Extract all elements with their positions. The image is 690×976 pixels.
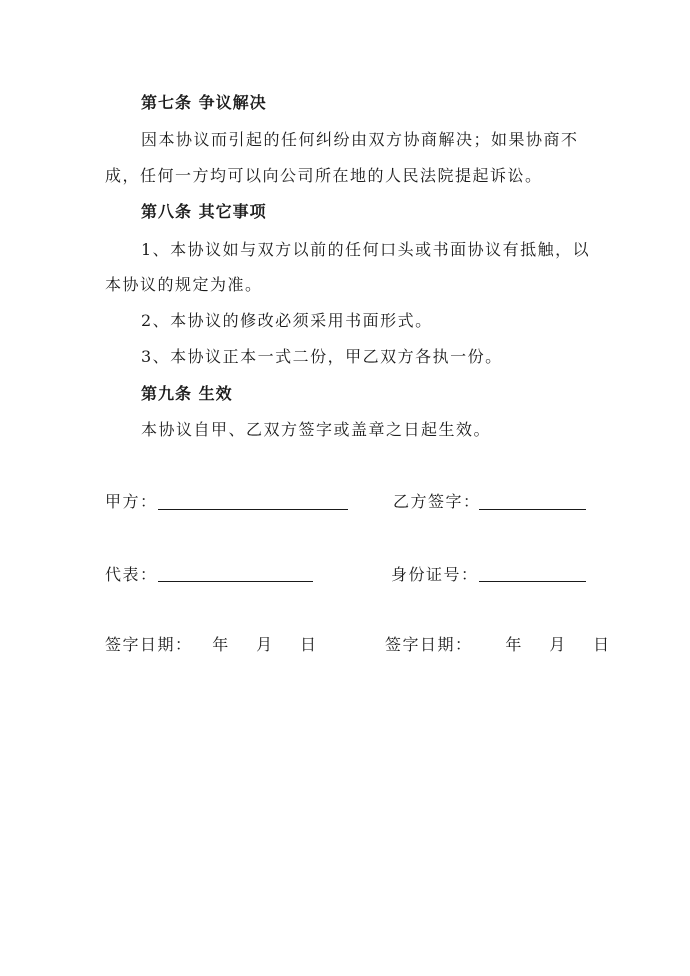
party-b-signature-line [479,509,586,510]
article-9-heading: 第九条 生效 [141,384,233,403]
article-8-item-1-line-1: 1、本协议如与双方以前的任何口头或书面协议有抵触，以 [141,240,591,259]
sign-date-left: 签字日期： 年 月 日 [105,635,318,654]
article-8-heading: 第八条 其它事项 [141,202,267,221]
party-a-label: 甲方： [105,492,158,511]
article-9-text: 本协议自甲、乙双方签字或盖章之日起生效。 [141,420,492,439]
article-7-text-line-2: 成，任何一方均可以向公司所在地的人民法院提起诉讼。 [105,166,543,185]
representative-signature-line [158,581,313,582]
representative-label: 代表： [105,565,158,584]
sign-date-right: 签字日期： 年 月 日 [385,635,611,654]
party-b-sign-label: 乙方签字： [393,492,481,511]
article-7-text-line-1: 因本协议而引起的任何纠纷由双方协商解决；如果协商不 [141,130,579,149]
id-number-label: 身份证号： [391,565,479,584]
article-8-item-1-line-2: 本协议的规定为准。 [105,275,263,294]
id-number-line [479,581,586,582]
article-8-item-2: 2、本协议的修改必须采用书面形式。 [141,311,433,330]
party-a-signature-line [158,509,348,510]
article-7-heading: 第七条 争议解决 [141,93,267,112]
article-8-item-3: 3、本协议正本一式二份，甲乙双方各执一份。 [141,347,503,366]
